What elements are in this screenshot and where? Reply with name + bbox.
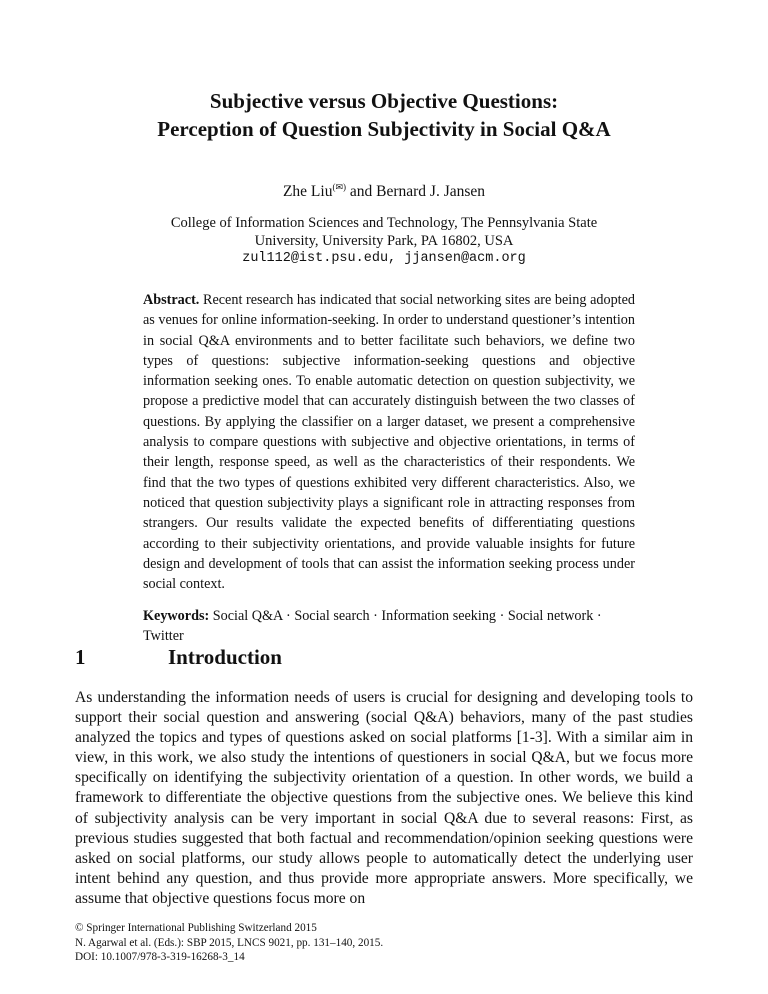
citation-line: N. Agarwal et al. (Eds.): SBP 2015, LNCS 9021, pp. 131–140, 2015. — [75, 936, 384, 949]
section-number: 1 — [75, 645, 86, 669]
author-emails: zul112@ist.psu.edu, jjansen@acm.org — [242, 251, 526, 266]
introduction-paragraph: As understanding the information needs of users is crucial for designing and developing tools to support their social question and answering (social Q&A) behaviors, many of the past studies analyzed the topics and types of questions asked on social platforms [1-3]. With a similar aim in view, in this work, we also study the intentions of questioners in social Q&A, but we focus more specifically on identifying the subjectivity orientation of a question. In other words, we build a framework to differentiate the objective questions from the subjective ones. We believe this kind of subjectivity analysis can be very important in social Q&A due to several reasons: First, as previous studies suggested that both factual and recommendation/opinion seeking questions were asked on social platforms, our study allows people to automatically detect the underlying user intent behind any question, and thus provide more appropriate answers. More specifically, we assume that objective questions focus more on — [75, 689, 693, 907]
author-line — [0, 182, 768, 202]
paper-title — [90, 87, 678, 143]
abstract-text: Recent research has indicated that social networking sites are being adopted as venues for online information-seeking. In order to understand questioner’s intention in social Q&A environments and to better facilitate such behaviors, we define two types of questions: subjective information-seeking questions and objective information seeking ones. To enable automatic detection on question subjectivity, we propose a predictive model that can accurately distinguish between the two classes of questions. By applying the classifier on a larger dataset, we present a comprehensive analysis to compare questions with subjective and objective orientations, in terms of their length, response speed, as well as the characteristics of their respondents. We find that the two types of questions exhibited very different characteristics. Also, we noticed that question subjectivity plays a significant role in attracting responses from strangers. Our results validate the expected benefits of differentiating questions according to their subjectivity orientations, and provide valuable insights for future design and development of tools that can assist the information seeking process under social context. — [143, 292, 635, 593]
section-title: Introduction — [168, 645, 282, 669]
keywords-label: Keywords: — [143, 608, 210, 624]
keywords-text: Social Q&A · Social search · Information seeking · Social network · Twitter — [143, 608, 602, 645]
affiliation — [90, 214, 678, 268]
copyright-line: © Springer International Publishing Switzerland 2015 — [75, 922, 317, 934]
copyright-footer — [75, 921, 693, 965]
affiliation-line-1: College of Information Sciences and Technology, The Pennsylvania State — [170, 215, 598, 231]
title-line-2: Perception of Question Subjectivity in Social Q&A — [157, 117, 611, 141]
title-line-1: Subjective versus Objective Questions: — [209, 89, 559, 113]
author-first: Zhe Liu — [282, 183, 333, 200]
abstract — [143, 290, 635, 594]
section-heading — [75, 644, 282, 670]
abstract-label: Abstract. — [143, 292, 200, 308]
affiliation-line-2: University, University Park, PA 16802, USA — [254, 233, 514, 249]
doi-line: DOI: 10.1007/978-3-319-16268-3_14 — [75, 951, 245, 964]
keywords — [143, 606, 635, 647]
envelope-icon: (✉) — [332, 181, 346, 192]
author-rest: and Bernard J. Jansen — [346, 183, 486, 200]
